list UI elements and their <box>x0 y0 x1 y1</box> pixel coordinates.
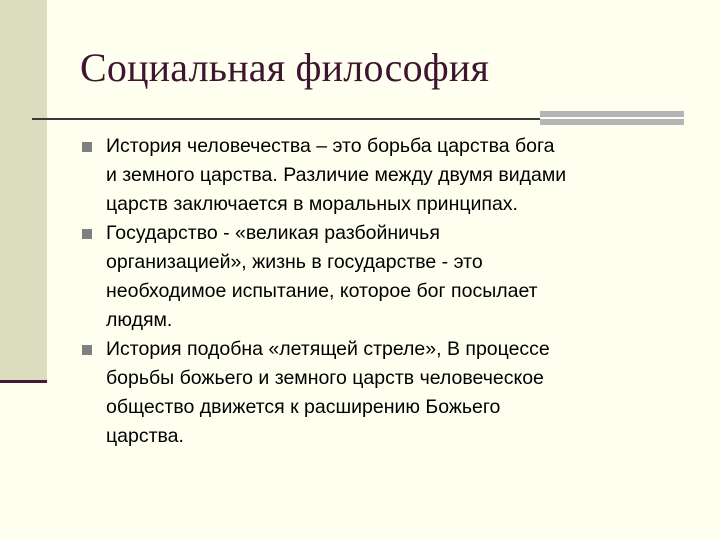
square-bullet-icon <box>82 345 92 355</box>
bullet-line: царства. <box>106 425 184 447</box>
bullet-line: История подобна «летящей стреле», В процессе <box>106 338 550 360</box>
bullet-item <box>82 219 692 335</box>
square-bullet-icon <box>82 229 92 239</box>
side-decor-underline <box>0 380 47 383</box>
bullet-item <box>82 132 692 219</box>
title-divider-accent-bottom <box>540 119 684 125</box>
bullet-line: борьбы божьего и земного царств человеческое <box>106 367 544 389</box>
bullet-line: Государство - «великая разбойничья <box>106 222 440 244</box>
bullet-list <box>82 132 692 451</box>
bullet-line: История человечества – это борьба царства бога <box>106 135 555 157</box>
bullet-line: организацией», жизнь в государстве - это <box>106 251 483 273</box>
bullet-line: общество движется к расширению Божьего <box>106 396 501 418</box>
title-divider <box>32 118 540 120</box>
bullet-line: людям. <box>106 309 173 331</box>
square-bullet-icon <box>82 142 92 152</box>
bullet-item <box>82 335 692 451</box>
bullet-line: необходимое испытание, которое бог посылает <box>106 280 538 302</box>
slide-title: Социальная философия <box>80 45 490 90</box>
title-divider-accent-top <box>540 111 684 117</box>
side-decor-band <box>0 0 47 382</box>
bullet-line: и земного царства. Различие между двумя видами <box>106 164 567 186</box>
bullet-line: царств заключается в моральных принципах. <box>106 193 518 215</box>
